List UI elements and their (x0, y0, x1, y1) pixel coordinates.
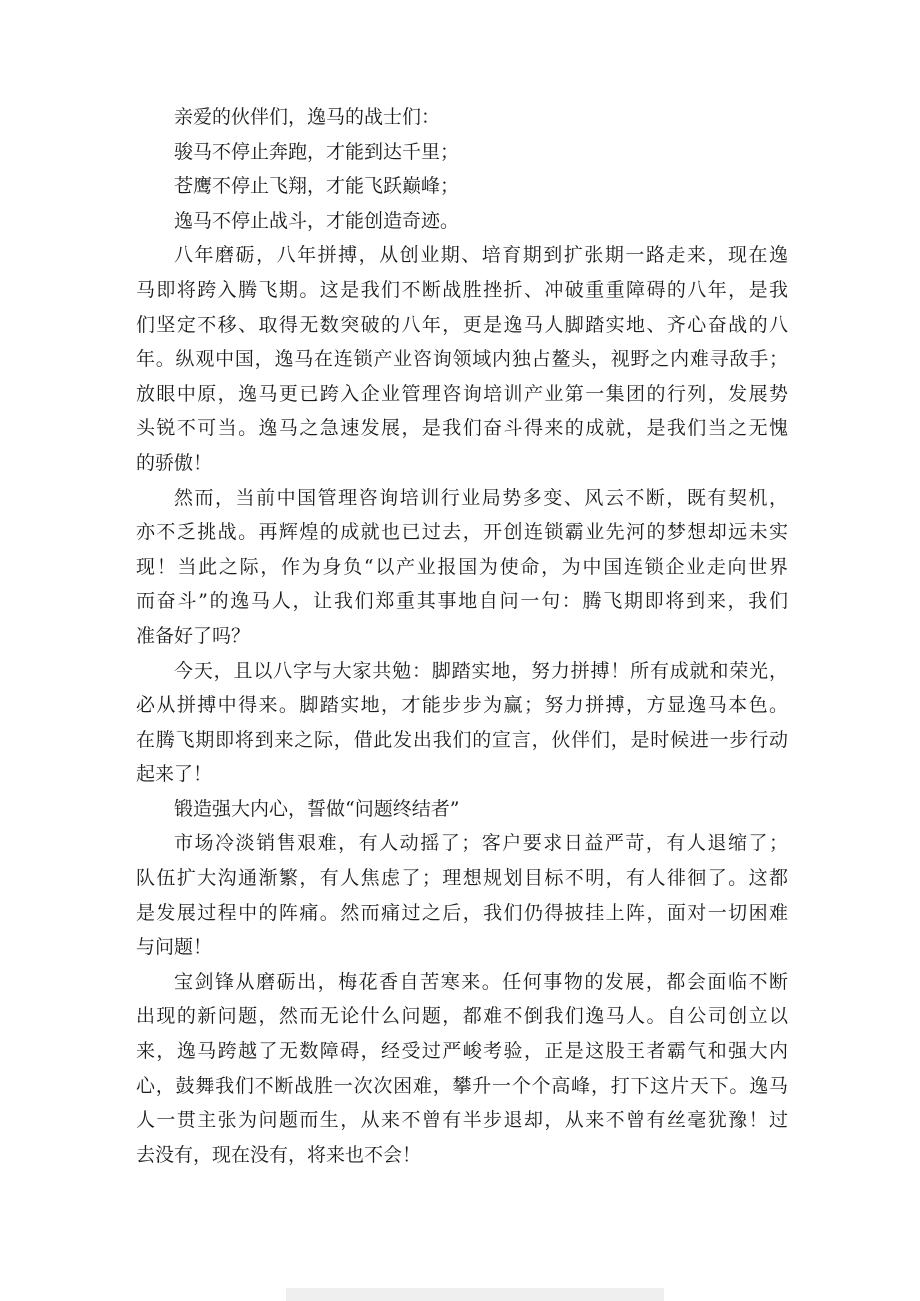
text-line: 是发展过程中的阵痛。然而痛过之后，我们仍得披挂上阵，面对一切困难 (136, 901, 788, 924)
text-line: 现！当此之际，作为身负“以产业报国为使命，为中国连锁企业走向世界 (136, 555, 788, 578)
text-line: 骏马不停止奔跑，才能到达千里； (174, 140, 460, 163)
text-line: 年。纵观中国，逸马在连锁产业咨询领域内独占鳌头，视野之内难寻敌手； (136, 348, 788, 371)
text-line: 市场冷淡销售艰难，有人动摇了；客户要求日益严苛，有人退缩了； (174, 832, 788, 855)
body-paragraph (136, 826, 788, 964)
text-line: 们坚定不移、取得无数突破的八年，更是逸马人脚踏实地、齐心奋战的八 (136, 313, 788, 336)
text-line: 锻造强大内心，誓做“问题终结者” (174, 797, 460, 820)
body-paragraph (136, 481, 788, 654)
verse-line (136, 204, 788, 239)
text-line: 去没有，现在没有，将来也不会！ (136, 1143, 422, 1166)
section-heading (136, 792, 788, 827)
body-paragraph (136, 654, 788, 792)
text-line: 准备好了吗？ (136, 624, 251, 647)
verse-line (136, 169, 788, 204)
text-line: 与问题！ (136, 936, 213, 959)
verse-line (136, 135, 788, 170)
body-paragraph (136, 965, 788, 1173)
page-footer-bar (286, 1288, 664, 1301)
text-line: 心，鼓舞我们不断战胜一次次困难，攀升一个个高峰，打下这片天下。逸马 (136, 1074, 788, 1097)
text-line: 人一贯主张为问题而生，从来不曾有半步退却，从来不曾有丝毫犹豫！过 (136, 1109, 788, 1132)
text-line: 必从拼搏中得来。脚踏实地，才能步步为赢；努力拼搏，方显逸马本色。 (136, 694, 788, 717)
salutation-line (136, 100, 788, 135)
text-line: 八年磨砺，八年拼搏，从创业期、培育期到扩张期一路走来，现在逸 (174, 244, 788, 267)
text-line: 队伍扩大沟通渐繁，有人焦虑了；理想规划目标不明，有人徘徊了。这都 (136, 867, 788, 890)
text-line: 亦不乏挑战。再辉煌的成就也已过去，开创连锁霸业先河的梦想却远未实 (136, 521, 788, 544)
text-line: 然而，当前中国管理咨询培训行业局势多变、风云不断，既有契机， (174, 486, 788, 509)
text-line: 苍鹰不停止飞翔，才能飞跃巅峰； (174, 175, 460, 198)
text-line: 今天，且以八字与大家共勉：脚踏实地，努力拼搏！所有成就和荣光， (174, 659, 788, 682)
text-line: 头锐不可当。逸马之急速发展，是我们奋斗得来的成就，是我们当之无愧 (136, 417, 788, 440)
text-line: 逸马不停止战斗，才能创造奇迹。 (174, 209, 460, 232)
text-line: 亲爱的伙伴们，逸马的战士们： (174, 106, 441, 128)
document-page (136, 100, 788, 1172)
text-line: 在腾飞期即将到来之际，借此发出我们的宣言，伙伴们，是时候进一步行动 (136, 728, 788, 751)
text-line: 出现的新问题，然而无论什么问题，都难不倒我们逸马人。自公司创立以 (136, 1005, 788, 1028)
text-line: 来，逸马跨越了无数障碍，经受过严峻考验，正是这股王者霸气和强大内 (136, 1040, 788, 1063)
text-line: 而奋斗”的逸马人，让我们郑重其事地自问一句：腾飞期即将到来，我们 (136, 590, 788, 613)
text-line: 的骄傲！ (136, 451, 213, 474)
text-line: 放眼中原，逸马更已跨入企业管理咨询培训产业第一集团的行列，发展势 (136, 382, 788, 405)
text-line: 起来了！ (136, 763, 213, 786)
text-line: 宝剑锋从磨砺出，梅花香自苦寒来。任何事物的发展，都会面临不断 (174, 970, 788, 993)
body-paragraph (136, 238, 788, 480)
text-line: 马即将跨入腾飞期。这是我们不断战胜挫折、冲破重重障碍的八年，是我 (136, 278, 788, 301)
